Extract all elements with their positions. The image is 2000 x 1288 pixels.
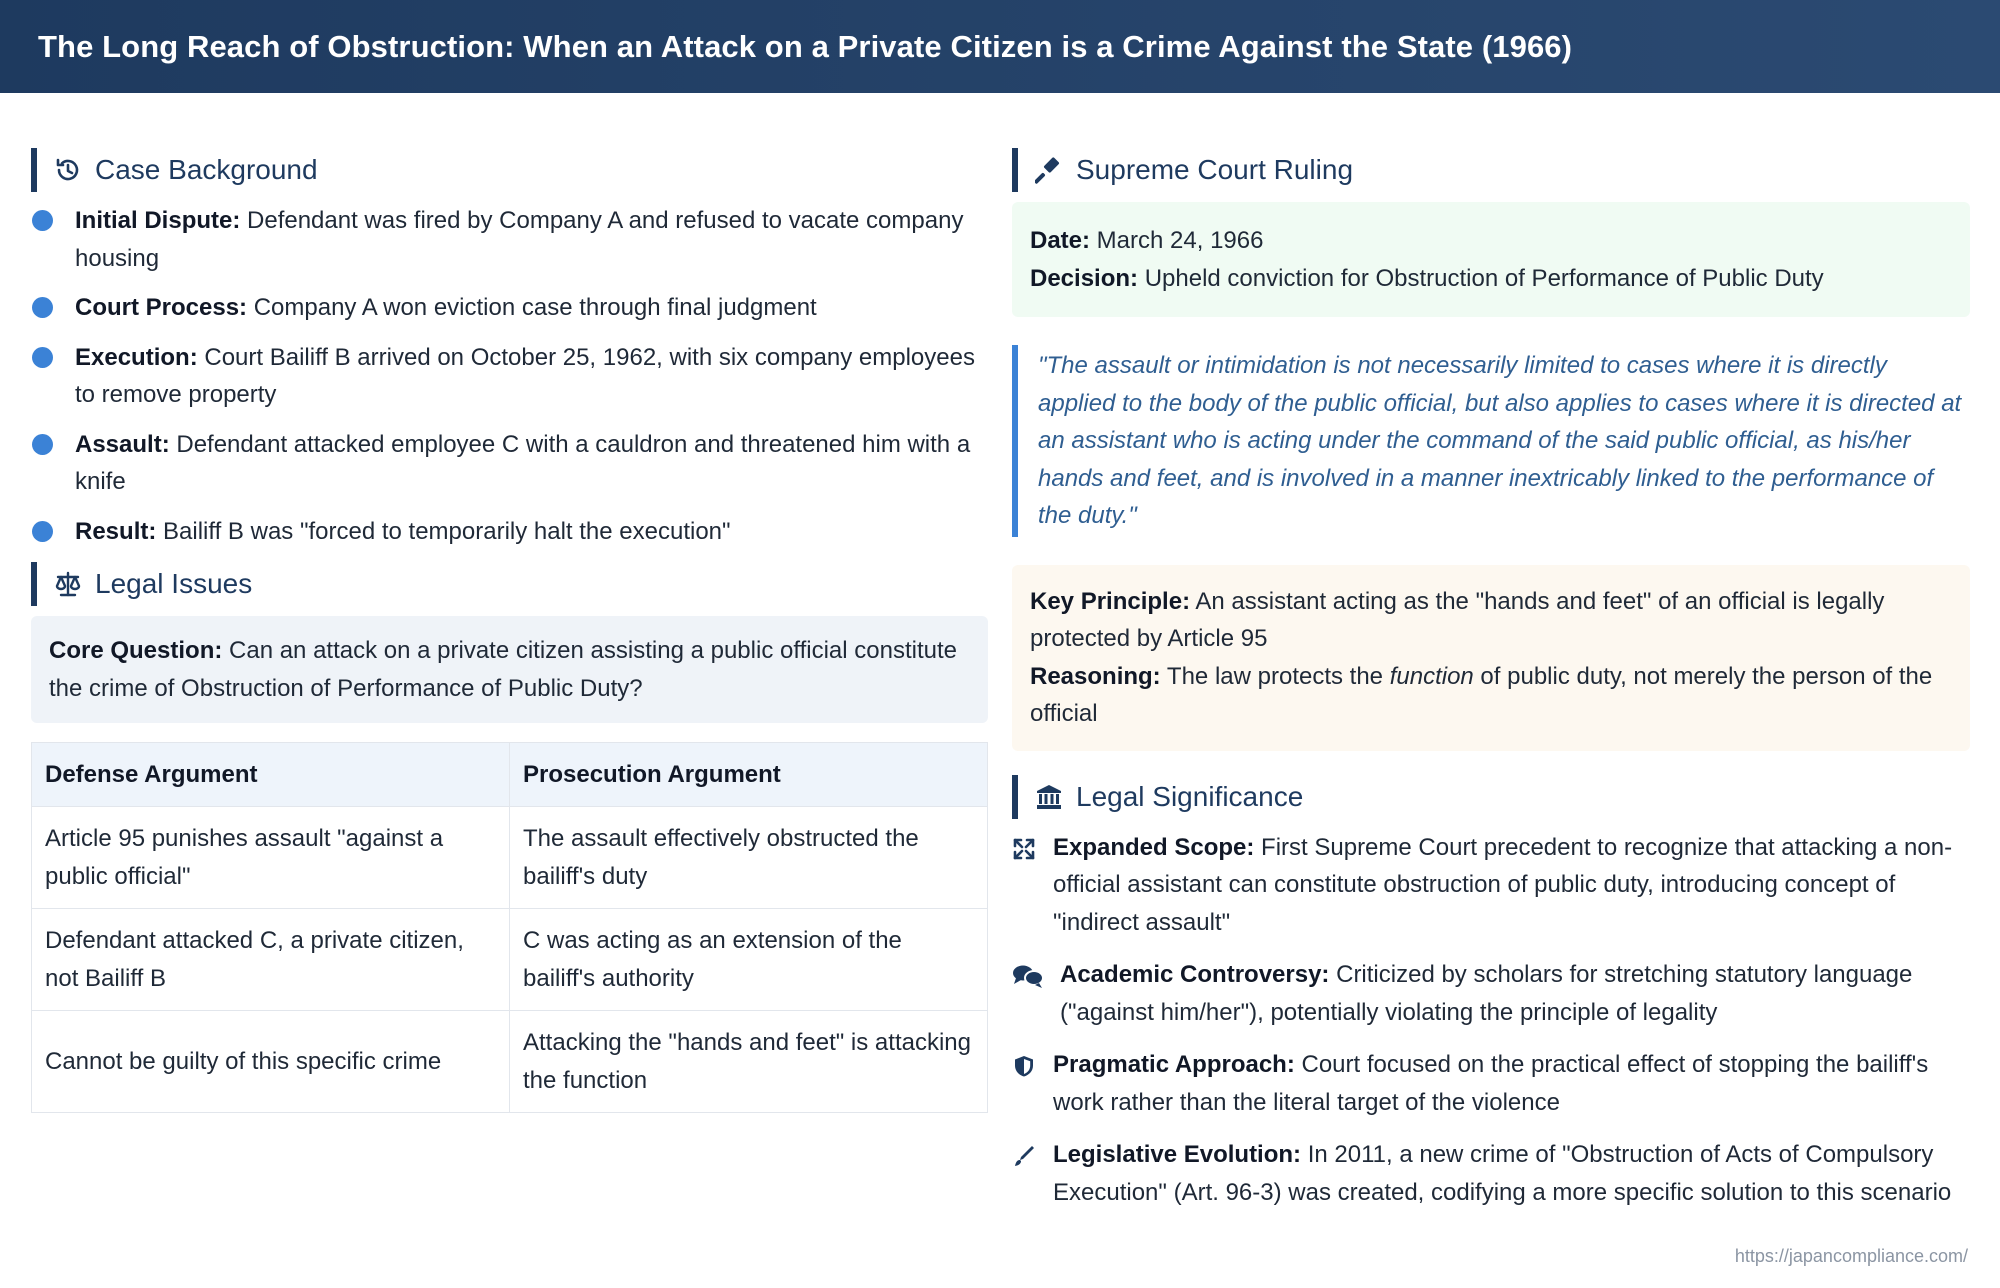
- comments-icon: [1012, 962, 1046, 988]
- right-column: [1012, 148, 1970, 1226]
- page-header: [0, 0, 2000, 93]
- expand-arrows-icon: [1012, 835, 1038, 861]
- left-column: [31, 148, 988, 1113]
- table-cell: Defendant attacked C, a private citizen, not Bailiff B: [32, 909, 510, 1011]
- reasoning-emphasis: function: [1389, 662, 1474, 690]
- list-item: [1012, 956, 1970, 1031]
- landmark-icon: [1034, 782, 1064, 812]
- item-label: Court Process:: [75, 294, 248, 321]
- item-text: Bailiff B was "forced to temporarily halt the execution": [156, 517, 731, 545]
- pen-icon: [1012, 1142, 1038, 1168]
- item-text: Company A won eviction case through final judgment: [247, 294, 817, 321]
- item-text: Criticized by scholars for stretching statutory language ("against him/her"), potentially violating the principle of legality: [1060, 961, 1913, 1026]
- key-principle: [1030, 583, 1952, 658]
- decision-label: Decision:: [1030, 264, 1139, 292]
- table-row: [32, 1011, 988, 1113]
- reasoning-text: of public duty, not merely the person of the official: [1030, 662, 1933, 727]
- gavel-icon: [1034, 155, 1064, 185]
- item-label: Expanded Scope:: [1053, 833, 1255, 861]
- table-row: [32, 807, 988, 909]
- list-item: [1012, 1046, 1970, 1121]
- item-text: In 2011, a new crime of "Obstruction of Acts of Compulsory Execution" (Art. 96-3) was created, codifying a more specific solution to this scenario: [1053, 1141, 1952, 1206]
- significance-heading: [1012, 775, 1970, 819]
- item-label: Initial Dispute:: [75, 207, 241, 234]
- item-text: Court focused on the practical effect of stopping the bailiff's work rather than the literal target of the violence: [1053, 1051, 1929, 1116]
- section-title: Supreme Court Ruling: [1076, 154, 1354, 185]
- item-label: Assault:: [75, 430, 170, 458]
- table-cell: C was acting as an extension of the bailiff's authority: [510, 909, 988, 1011]
- reasoning-label: Reasoning:: [1030, 662, 1161, 690]
- list-item: [31, 513, 988, 551]
- core-question-text: Can an attack on a private citizen assisting a public official constitute the crime of Obstruction of Performance of Public Duty?: [49, 637, 957, 702]
- legal-issues-heading: [31, 562, 988, 606]
- bullet-dot-icon: [32, 297, 53, 318]
- item-label: Pragmatic Approach:: [1053, 1051, 1295, 1078]
- list-item: [1012, 1136, 1970, 1211]
- core-question-label: Core Question:: [49, 637, 223, 664]
- principle-text: An assistant acting as the "hands and feet" of an official is legally protected by Article 95: [1030, 587, 1885, 652]
- arguments-table: [31, 742, 988, 1113]
- section-title: Legal Significance: [1076, 780, 1304, 812]
- background-list: [31, 202, 988, 550]
- table-header-row: [32, 743, 988, 807]
- table-cell: Attacking the "hands and feet" is attacking the function: [510, 1011, 988, 1113]
- significance-list: [1012, 829, 1970, 1212]
- item-text: First Supreme Court precedent to recognize that attacking a non-official assistant can constitute obstruction of public duty, introducing concept of "indirect assault": [1053, 833, 1953, 936]
- table-cell: The assault effectively obstructed the bailiff's duty: [510, 807, 988, 909]
- reasoning-text: The law protects the: [1160, 662, 1390, 690]
- column-header: Prosecution Argument: [510, 743, 988, 807]
- ruling-decision: [1030, 260, 1952, 298]
- date-value: March 24, 1966: [1090, 227, 1264, 254]
- shield-icon: [1012, 1052, 1038, 1078]
- history-icon: [53, 155, 83, 185]
- table-cell: Cannot be guilty of this specific crime: [32, 1011, 510, 1113]
- bullet-dot-icon: [32, 521, 53, 542]
- list-item: [31, 426, 988, 501]
- ruling-heading: [1012, 148, 1970, 192]
- bullet-dot-icon: [32, 210, 53, 231]
- source-url: https://japancompliance.com/: [1734, 1246, 1968, 1266]
- item-text: Defendant attacked employee C with a cauldron and threatened him with a knife: [75, 430, 971, 495]
- court-quote: "The assault or intimidation is not necessarily limited to cases where it is directly applied to the body of the public official, but also applies to cases where it is directed at an assistant who is acting under the command of the said public official, as his/her hands and feet, and is involved in a manner inextricably linked to the performance of the duty.": [1012, 345, 1970, 537]
- table-row: [32, 909, 988, 1011]
- list-item: [31, 289, 988, 327]
- reasoning: [1030, 658, 1952, 733]
- item-label: Execution:: [75, 343, 198, 371]
- section-title: Case Background: [95, 154, 318, 185]
- page-title: The Long Reach of Obstruction: When an Attack on a Private Citizen is a Crime Against the State (1966): [38, 28, 1573, 64]
- section-title: Legal Issues: [95, 568, 253, 599]
- item-label: Legislative Evolution:: [1053, 1141, 1302, 1168]
- ruling-date: [1030, 222, 1952, 260]
- table-cell: Article 95 punishes assault "against a public official": [32, 807, 510, 909]
- principle-label: Key Principle:: [1030, 587, 1191, 615]
- bullet-dot-icon: [32, 347, 53, 368]
- decision-value: Upheld conviction for Obstruction of Performance of Public Duty: [1138, 264, 1824, 292]
- item-label: Result:: [75, 517, 157, 545]
- bullet-dot-icon: [32, 434, 53, 455]
- item-label: Academic Controversy:: [1060, 961, 1330, 988]
- list-item: [1012, 829, 1970, 942]
- ruling-summary-box: [1012, 202, 1970, 317]
- list-item: [31, 339, 988, 414]
- item-text: Court Bailiff B arrived on October 25, 1962, with six company employees to remove property: [75, 343, 975, 408]
- case-background-heading: [31, 148, 988, 192]
- core-question-box: [31, 616, 988, 723]
- column-header: Defense Argument: [32, 743, 510, 807]
- date-label: Date:: [1030, 227, 1091, 254]
- scale-icon: [53, 569, 83, 599]
- item-text: Defendant was fired by Company A and refused to vacate company housing: [75, 207, 964, 272]
- list-item: [31, 202, 988, 277]
- principle-box: [1012, 565, 1970, 751]
